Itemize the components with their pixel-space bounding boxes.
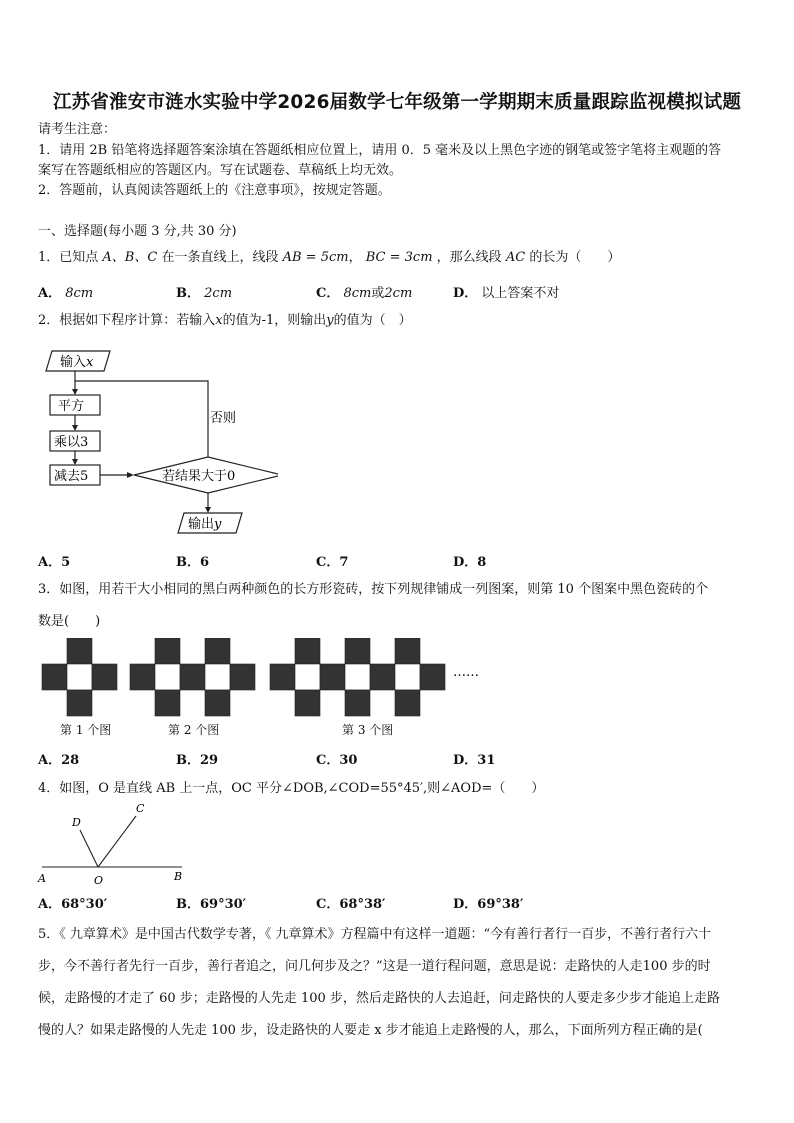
black-tile (395, 638, 420, 664)
q2-option-c: C．7 (316, 555, 349, 570)
point-o-label: O (94, 874, 104, 887)
black-tile (155, 638, 180, 664)
black-tile (345, 690, 370, 716)
black-tile (230, 664, 255, 690)
point-a-label: A (38, 872, 46, 885)
flow-else-label: 否则 (210, 411, 237, 426)
black-tile (155, 690, 180, 716)
flow-minus5-label: 减去5 (54, 469, 89, 484)
black-tile (92, 664, 117, 690)
flow-times3-label: 乘以3 (54, 435, 89, 450)
black-tile (320, 664, 345, 690)
q2-option-b: B．6 (176, 555, 210, 570)
q4-option-a: A．68°30′ (38, 897, 108, 912)
black-tile (370, 664, 395, 690)
question-5-line: 候，走路慢的才走了 60 步；走路慢的人先走 100 步，然后走路快的人去追赶，问走路快的人要走多少步才能追上走路 (38, 991, 720, 1006)
question-3-line1: 3．如图，用若干大小相同的黑白两种颜色的长方形瓷砖，按下列规律铺成一列图案，则第 10 个图案中黑色瓷砖的个 (38, 582, 709, 597)
pattern-ellipsis: …… (453, 665, 479, 680)
white-tile (395, 664, 420, 690)
ray-od (80, 830, 98, 867)
q3-option-c: C．30 (316, 753, 358, 768)
section-heading: 一、选择题(每小题 3 分,共 30 分) (38, 224, 237, 239)
point-d-label: D (72, 816, 81, 829)
page-title: 江苏省淮安市涟水实验中学2026届数学七年级第一学期期末质量跟踪监视模拟试题 (52, 92, 742, 113)
flow-output-label: 输出y (188, 517, 222, 532)
question-2-stem: 2．根据如下程序计算：若输入x的值为-1，则输出y的值为（ ） (38, 313, 412, 328)
question-1-stem: 1．已知点 A、B、C 在一条直线上，线段 AB = 5cm， BC = 3cm ，那么线段 AC 的长为（ ） (38, 250, 621, 265)
question-5-line: 步，今不善行者先行一百步，善行者追之，问几何步及之？”这是一道行程问题，意思是说：走路快的人走100 步的时 (38, 959, 711, 974)
white-tile (155, 664, 180, 690)
black-tile (205, 690, 230, 716)
black-tile (420, 664, 445, 690)
flow-input-label: 输入x (60, 355, 94, 370)
black-tile (395, 690, 420, 716)
pattern-caption-3: 第 3 个图 (342, 723, 394, 737)
notice-item: 2．答题前，认真阅读答题纸上的《注意事项》，按规定答题。 (38, 183, 391, 198)
flow-condition-label: 若结果大于0 (162, 469, 236, 484)
angle-figure (36, 800, 196, 888)
black-tile (345, 638, 370, 664)
black-tile (295, 690, 320, 716)
notice-heading: 请考生注意： (38, 122, 117, 137)
q1-option-d: D． 以上答案不对 (453, 286, 560, 301)
q2-option-d: D．8 (453, 555, 487, 570)
q3-option-b: B．29 (176, 753, 219, 768)
black-tile (67, 690, 92, 716)
flow-square-label: 平方 (58, 399, 85, 414)
question-5-line: 5．《 九章算术》是中国古代数学专著，《 九章算术》方程篇中有这样一道题：“今有善行者行一百步，不善行者行六十 (38, 927, 712, 942)
black-tile (42, 664, 67, 690)
q4-option-c: C．68°38′ (316, 897, 386, 912)
question-5-line: 慢的人？如果走路慢的人先走 100 步，设走路快的人要走 x 步才能追上走路慢的人，那么，下面所列方程正确的是( (38, 1023, 703, 1038)
q4-option-b: B．69°30′ (176, 897, 247, 912)
black-tile (130, 664, 155, 690)
program-flowchart (38, 345, 278, 540)
black-tile (205, 638, 230, 664)
q3-option-d: D．31 (453, 753, 496, 768)
q1-option-a: A． 8cm (38, 286, 94, 301)
q4-option-d: D．69°38′ (453, 897, 524, 912)
white-tile (67, 664, 92, 690)
q1-option-c: C． 8cm或2cm (316, 286, 413, 301)
q3-option-a: A．28 (38, 753, 80, 768)
black-tile (180, 664, 205, 690)
question-3-line2: 数是( ) (38, 614, 101, 629)
q2-option-a: A．5 (38, 555, 71, 570)
pattern-caption-1: 第 1 个图 (60, 723, 112, 737)
notice-item: 案写在答题纸相应的答题区内。写在试题卷、草稿纸上均无效。 (38, 163, 403, 178)
white-tile (205, 664, 230, 690)
pattern-caption-2: 第 2 个图 (168, 723, 220, 737)
tile-patterns (38, 638, 488, 718)
black-tile (295, 638, 320, 664)
notice-item: 1．请用 2B 铅笔将选择题答案涂填在答题纸相应位置上，请用 0．5 毫米及以上黑色字迹的钢笔或签字笔将主观题的答 (38, 143, 722, 158)
q1-option-b: B． 2cm (176, 286, 233, 301)
question-4-stem: 4．如图，O 是直线 AB 上一点，OC 平分∠DOB,∠COD=55°45′,则∠AOD=（ ） (38, 781, 545, 796)
ray-oc (98, 816, 136, 867)
black-tile (67, 638, 92, 664)
point-c-label: C (136, 802, 145, 815)
point-b-label: B (174, 870, 183, 883)
black-tile (270, 664, 295, 690)
white-tile (345, 664, 370, 690)
white-tile (295, 664, 320, 690)
